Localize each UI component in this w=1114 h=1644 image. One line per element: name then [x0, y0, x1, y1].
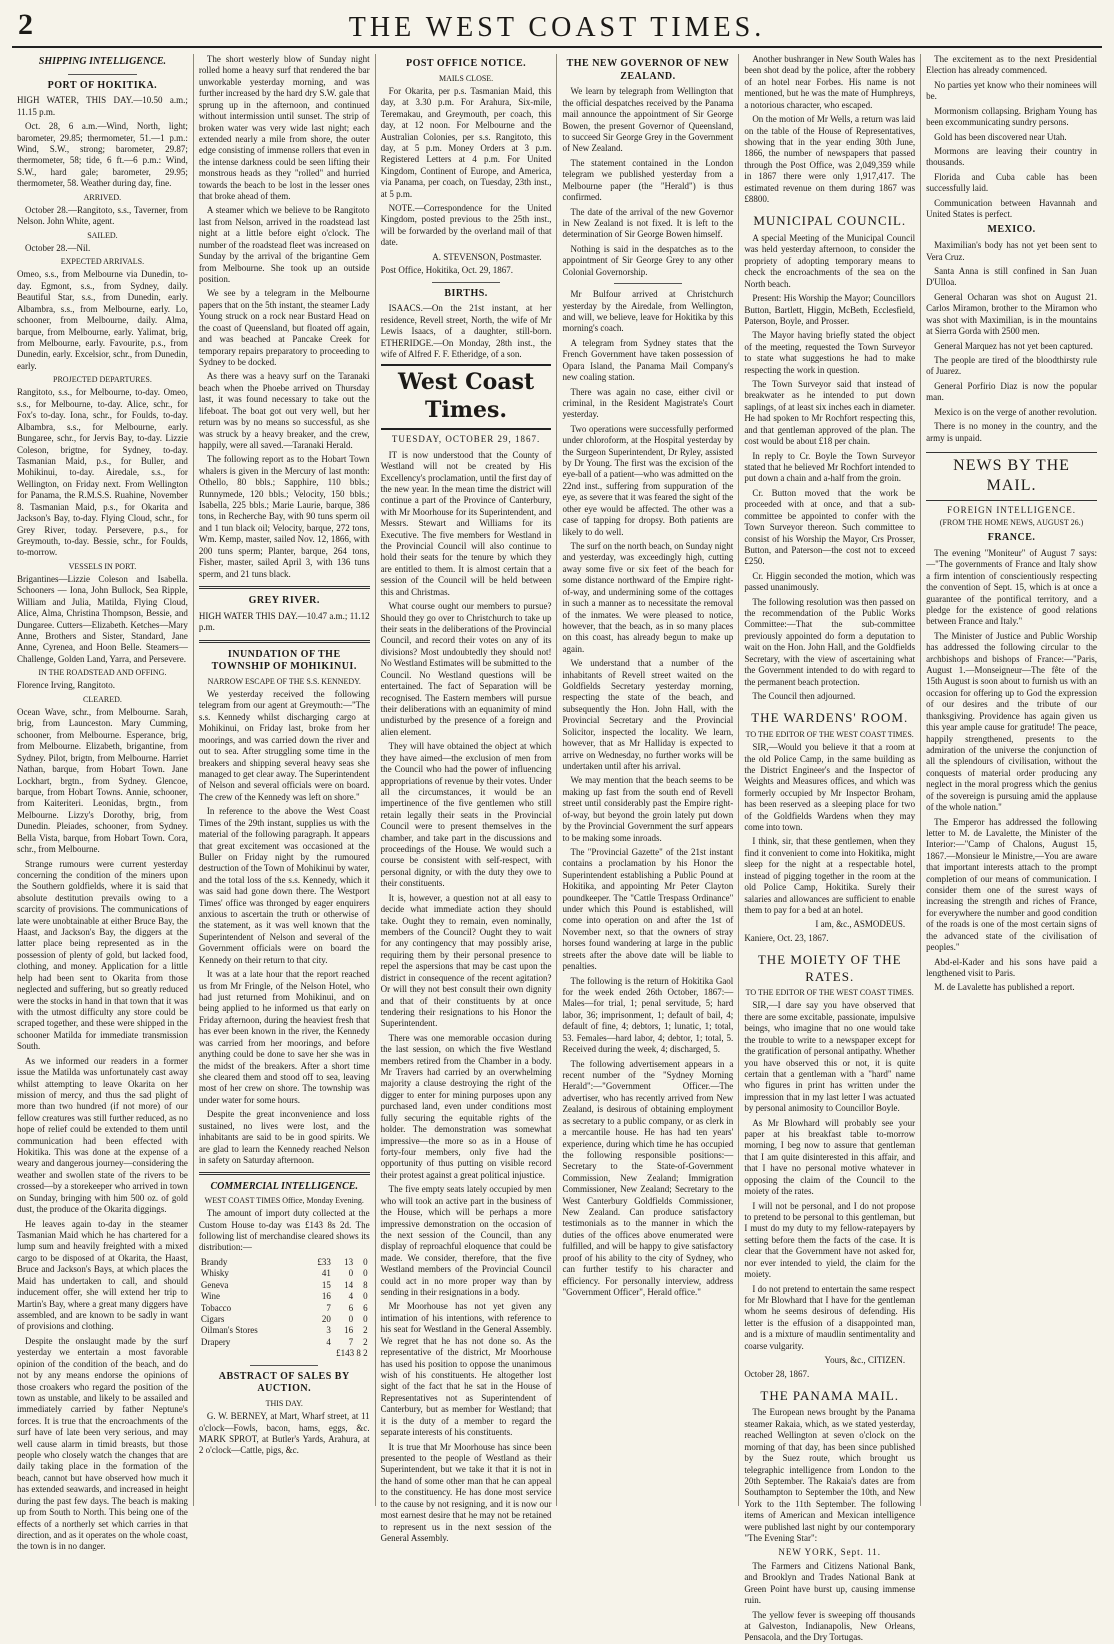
article-paragraph: Mormons are leaving their country in thousands.	[926, 145, 1097, 168]
duty-item-amount: 16	[321, 1291, 331, 1302]
editorial-banner: West Coast Times.	[381, 364, 552, 430]
editorial-date: TUESDAY, OCTOBER 29, 1867.	[391, 434, 541, 445]
duty-row	[199, 1291, 370, 1302]
duty-item-name: Wine	[200, 1291, 220, 1302]
article-paragraph: In reference to the above the West Coast Times of the 29th instant, supplies us with the material of the following paragraph. It appears that great excitement was occasioned at the Buller on Friday night by the rumoured destruction of the Town of Mohikinui by water, and the total loss of the s.s. Kennedy, which it was said had gone down there. The Westport Times' office was thronged by eager enquirers anxious to ascertain the truth or otherwise of the statement, as it was well known that the Superintendent of Nelson and several of the Government officials were on board the Kennedy on their return to that city.	[198, 806, 370, 965]
article-paragraph: Mormonism collapsing. Brigham Young has been excommunicating sundry persons.	[926, 105, 1097, 128]
auction-heading: ABSTRACT OF SALES BY AUCTION.	[218, 1370, 350, 1395]
article-paragraph: We understand that a number of the inhabitants of Revell street waited on the Goldfields Secretary yesterday morning, respecting the state of the beach, and subsequently the Hon. John Hall, with the Provincial Secretary and the Provincial Solicitor, inspected the locality. We learn, however, that as Mr Halliday is expected to arrive on Wednesday, no further works will be undertaken until after his arrival.	[562, 658, 734, 771]
duty-item-amount: 0	[363, 1291, 368, 1302]
article-paragraph: As we informed our readers in a former issue the Matilda was unfortunately cast away whilst attempting to leave Okarita on her mission of mercy, and thus the sad plight of more than two hundred (if not more) of our fellow creatures was still further reduced, as no hope of relief could be extended to them until communication had been effected with Hokitika. This was done at the expense of a weary and dangerous journey—considering the weather and swollen state of the rivers to be crossed—by a storekeeper who arrived in town on Sunday, bringing with him 500 oz. of gold dust, the produce of the Okarita diggings.	[17, 1055, 188, 1215]
mexico-heading: MEXICO.	[987, 224, 1036, 236]
duty-table	[199, 1257, 370, 1360]
duty-item-name: Drapery	[200, 1336, 231, 1347]
duty-item-name: Geneva	[200, 1279, 229, 1290]
divider	[432, 282, 500, 283]
duty-item-amount: 41	[321, 1268, 331, 1279]
article-paragraph: Despite the great inconvenience and loss sustained, no lives were lost, and the inhabitants are said to be in good spirits. We are glad to learn the Kennedy reached Nelson in safety on Saturday afternoon.	[198, 1109, 370, 1165]
article-paragraph: Communication between Havannah and United States is perfect.	[926, 197, 1097, 220]
column-2	[194, 54, 376, 1506]
wardens-date: Kaniere, Oct. 23, 1867.	[744, 932, 829, 943]
commercial-office: WEST COAST TIMES Office, Monday Evening.	[204, 1196, 364, 1206]
foreign-source: (FROM THE HOME NEWS, AUGUST 26.)	[939, 517, 1084, 527]
article-paragraph: The following advertisement appears in a recent number of the "Sydney Morning Herald":—"Government Officer.—The advertiser, who has recently arrived from New Zealand, is desirous of obtaining employment as secretary to a public company, or as clerk in a mercantile house. He has had ten years' experience, during which time he has occupied the following responsible positions:—Secretary to the State-of-Government Commission, New Zealand; Immigration Commissioner, New Zealand; Secretary to the West Canterbury Goldfields Commissioner, New Zealand. Can produce satisfactory testimonials as to the manner in which the duties of the offices above enumerated were fulfilled, and will be happy to give satisfactory proof of his ability to the city of Sydney, who can further testify to his character and efficiency. For personally interview, address "Government Officer", Herald office."	[562, 1058, 734, 1297]
divider	[250, 1365, 318, 1366]
governor-heading: THE NEW GOVERNOR OF NEW ZEALAND.	[566, 58, 730, 82]
post-office-place: Post Office, Hokitika, Oct. 29, 1867.	[380, 265, 513, 276]
article-paragraph: The Town Surveyor said that instead of breakwater as he intended to put down saplings, of at least six inches each in diameter. He had spoken to Mr Rochfort respecting this, and that gentleman approved of the plan. The cost would be about £18 per chain.	[744, 379, 916, 447]
roadstead-heading: IN THE ROADSTEAD AND OFFING.	[38, 668, 167, 678]
duty-item-amount: 2	[363, 1325, 368, 1336]
newspaper-title: THE WEST COAST TIMES.	[348, 12, 766, 43]
inundation-subhead: NARROW ESCAPE OF THE S.S. KENNEDY.	[207, 676, 361, 686]
duty-item-amount: 8	[363, 1279, 368, 1290]
duty-item-name: Brandy	[200, 1256, 228, 1267]
moiety-heading: THE MOIETY OF THE RATES.	[757, 952, 902, 984]
in-port-heading: VESSELS IN PORT.	[68, 561, 137, 571]
masthead	[12, 8, 1102, 48]
expected-heading: EXPECTED ARRIVALS.	[60, 257, 145, 267]
duty-item-amount: £33	[317, 1256, 331, 1267]
duty-item-amount: 15	[321, 1279, 331, 1290]
duty-row	[199, 1337, 370, 1348]
article-paragraph: Abd-el-Kader and his sons have paid a lengthened visit to Paris.	[926, 956, 1097, 978]
moiety-sign: Yours, &c., CITIZEN.	[824, 1355, 906, 1366]
post-office-body: For Okarita, per p.s. Tasmanian Maid, this day, at 3.30 p.m. For Arahura, Six-mile, Teremakau, and Greymouth, per coach, this day, at 12 noon. For Melbourne and the Australian Colonies, per s.s. Rangitoto, this day, at 5 p.m. Money Orders at 3 p.m. Registered Letters at 4 p.m. For United Kingdom, Continent of Europe, and America, via Panama, per coach, on Tuesday, 23th inst., at 5 p.m.	[380, 85, 552, 199]
article-paragraph: Gold has been discovered near Utah.	[934, 131, 1067, 142]
commercial-heading: COMMERCIAL INTELLIGENCE.	[210, 1181, 358, 1193]
duty-item-name: Oilman's Stores	[200, 1325, 258, 1336]
weather-report: Oct. 28, 6 a.m.—Wind, North, light; barometer, 29.85; thermometer, 51.—1 p.m.: Wind, S.W., strong; barometer, 29.87; thermometer, 58; tide, 6 ft.—6 p.m.: Wind, S.W., hard gale; barometer, 29.95; thermometer, 58. Weather during day, fine.	[17, 121, 188, 189]
article-paragraph: No parties yet know who their nominees will be.	[926, 79, 1097, 102]
commercial-intro: The amount of import duty collected at the Custom House to-day was £143 8s 2d. The following list of merchandise cleared shows its distribution:—	[198, 1208, 370, 1253]
duty-item-name: Cigars	[200, 1313, 225, 1324]
sailed-text: October 28.—Nil.	[25, 242, 91, 253]
arrived-heading: ARRIVED.	[83, 192, 122, 202]
duty-item-amount: 7	[348, 1336, 354, 1347]
duty-item-amount: 0	[348, 1313, 354, 1324]
divider	[199, 1172, 370, 1175]
article-paragraph: A steamer which we believe to be Rangitoto last from Nelson, arrived in the roadstead last night at a little before eight o'clock. The number of the roadstead fleet was increased on Sunday by the arrival of the brigantine Gem from Melbourne. She took up an outside position.	[198, 205, 370, 285]
column-1	[12, 54, 194, 1552]
article-paragraph: Mr Bulfour arrived at Christchurch yesterday by the Airedale, from Wellington, and will, we believe, leave for Hokitika by this morning's coach.	[562, 289, 734, 334]
article-paragraph: A special Meeting of the Municipal Council was held yesterday afternoon, to consider the propriety of adopting temporary means to check the encroachments of the sea on the North beach.	[744, 232, 916, 289]
grey-river-heading: GREY RIVER.	[248, 594, 320, 606]
editorial-paragraph: What course ought our members to pursue? Should they go over to Christchurch to take up their seats in the deliberations of the Provincial Council, and record their votes on any of its divisions? Most undoubtedly they should not! No Westland Estimates will be submitted to the Council. No Westland questions will be entertained. The fact of Separation will be recognised. The Eastern members will pursue their deliberations with an equanimity of mind undisturbed by the presence of a foreign and alien element.	[380, 601, 552, 737]
roadstead-text: Florence Irving, Rangitoto.	[17, 680, 115, 691]
duty-row	[199, 1303, 370, 1314]
divider	[199, 640, 370, 643]
article-paragraph: We learn by telegraph from Wellington that the official despatches received by the Panama mail announce the appointment of Sir George Bowen, the present Governor of Queensland, to succeed Sir George Grey in the Government of New Zealand.	[562, 86, 734, 154]
post-office-sign: A. STEVENSON, Postmaster.	[432, 251, 542, 262]
article-paragraph: General Marquez has not yet been captured.	[934, 340, 1093, 351]
article-paragraph: Santa Anna is still confined in San Juan D'Ulloa.	[926, 266, 1097, 288]
duty-item-amount: 3	[326, 1325, 331, 1336]
column-4	[557, 54, 739, 1506]
column-5	[739, 54, 921, 1643]
post-office-note: NOTE.—Correspondence for the United Kingdom, posted previous to the 25th inst., will be forwarded by the overland mail of that date.	[380, 203, 552, 248]
duty-total: £143 8 2	[336, 1348, 368, 1359]
article-paragraph: The statement contained in the London telegram we published yesterday from a Melbourne paper (the "Herald") is thus confirmed.	[562, 157, 734, 203]
article-paragraph: M. de Lavalette has published a report.	[934, 982, 1075, 993]
duty-item-amount: 0	[363, 1268, 368, 1279]
article-paragraph: There was again no case, either civil or criminal, in the Resident Magistrate's Court yesterday.	[562, 386, 734, 420]
duty-row	[199, 1325, 370, 1336]
sailed-heading: SAILED.	[87, 230, 118, 240]
article-paragraph: The date of the arrival of the new Governor in New Zealand is not fixed. It is left to the determination of Sir George Bowen himself.	[562, 206, 734, 240]
duty-item-amount: 13	[344, 1256, 354, 1267]
column-3	[376, 54, 558, 1543]
wardens-to: TO THE EDITOR OF THE WEST COAST TIMES.	[745, 729, 914, 739]
article-paragraph: Present: His Worship the Mayor; Councillors Button, Bartlett, Higgin, McBeth, Ecclesfield, Paterson, Boyle, and Prosser.	[744, 293, 916, 326]
article-paragraph: The European news brought by the Panama steamer Rakaia, which, as we stated yesterday, reached Wellington at seven o'clock on the morning of that day, has been since published by the Suez route, which brought us telegraphic intelligence from London to the 20th September. The Rakaia's dates are from Southampton to September the 10th, and New York to the 11th September. The following items of American and Mexican intelligence were published last night by our contemporary "The Evening Star":	[744, 1407, 916, 1544]
duty-item-amount: 0	[363, 1256, 368, 1267]
article-paragraph: Cr. Higgin seconded the motion, which was passed unanimously.	[744, 570, 916, 593]
projected-text: Rangitoto, s.s., for Melbourne, to-day. Omeo, s.s., for Melbourne, to-day. Alice, schr., for Fox's to-day. Iona, schr., for Foulds, to-day. Albambra, s.s., for Melbourne, early. Bungaree, schr., for Jervis Bay, to-day. Lizzie Coleson, brigtne, for Sydney, to-day. Tasmanian Maid, p.s., for Buller, and Mohikinui, to-day. Airedale, s.s., for Wellington, on Friday next. From Wellington for Panama, the R.M.S.S. Ruahine, November 8. Tasmanian Maid, p.s., for Okarita and Jackson's Bay, to-day. Flying Cloud, schr., for Grey River, today. Persevere, p.s., for Greymouth, to-day. Bessie, schr., for Foulds, to-morrow.	[17, 387, 188, 558]
duty-row	[199, 1280, 370, 1291]
article-paragraph: Another bushranger in New South Wales has been shot dead by the police, after the robbery of an hotel near Forbes. His name is not mentioned, but he was the mate of Humphreys, a notorious character, who escaped.	[744, 54, 916, 110]
article-paragraph: We see by a telegram in the Melbourne papers that on the 5th instant, the steamer Lady Young struck on a rock near Bustard Head on the coast of Queensland, but floated off again, and was beached at Pancake Creek for temporary repairs preparatory to proceeding to Sydney to be docked.	[198, 288, 370, 367]
high-water: HIGH WATER, THIS DAY.—10.50 a.m.; 11.15 p.m.	[17, 95, 188, 117]
duty-row	[199, 1257, 370, 1268]
duty-item-amount: 14	[344, 1279, 354, 1290]
article-paragraph: A telegram from Sydney states that the French Government have taken possession of Opara Island, the Panama Mail Company's new coaling station.	[562, 337, 734, 383]
editorial-paragraph: It is, however, a question not at all easy to decide what immediate action they should take. Ought they to remain, even nominally, members of the Council? Ought they to wait for any contingency that may possibly arise, requiring them by their personal presence to repel the aspersions that may be cast upon the district in consequence of the recent agitation? Or will they not best consult their own dignity and that of their constituents by at once tendering their resignations to his Honor the Superintendent.	[380, 892, 552, 1029]
moiety-date: October 28, 1867.	[744, 1368, 810, 1379]
births-text: ISAACS.—On the 21st instant, at her residence, Revell street, North, the wife of Mr Lewis Isaacs, of a daughter, still-born. ETHERIDGE.—On Monday, 28th inst., the wife of Alfred F. F. Etheridge, of a son.	[380, 303, 552, 359]
article-paragraph: We yesterday received the following telegram from our agent at Greymouth:—"The s.s. Kennedy whilst discharging cargo at Mohikinui, on Friday last, broke from her moorings, and was carried down the river and out to sea. After struggling some time in the breakers and shipping several heavy seas she managed to get clear away. The Superintendent of Nelson and several officials were on board. The crew of the Kennedy was left on shore."	[198, 689, 370, 802]
article-paragraph: The surf on the north beach, on Sunday night and yesterday, was exceedingly high, cutting away some five or six feet of the beach for some distance northward of the Empire right-of-way, and undermining some of the cottages in such a manner as to necessitate the removal of the inmates. We were pleased to notice, however, that the beach, as in so many places on this coast, has already begun to make up again.	[562, 540, 734, 654]
article-paragraph: We may mention that the beach seems to be making up fast from the south end of Revell street until considerably past the Empire right-of-way, but beyond the groin lately put down by the Provincial Government the surf appears to be making some inroads.	[562, 775, 734, 843]
letter-paragraph: I think, sir, that these gentlemen, when they find it convenient to come into Hokitika, might sleep for the night at a respectable hotel, instead of pigging together in the room at the old Police Camp, Hokitika. Surely their salaries and allowances are sufficient to enable them to pay for a bed at an hotel.	[744, 836, 916, 915]
letter-paragraph: I do not pretend to entertain the same respect for Mr Blowhard that I have for the gentleman whom he seems desirous of defending. His letter is the effusion of a disappointed man, and is a mixture of maudlin sentimentality and coarse vulgarity.	[744, 1283, 916, 1351]
duty-row	[199, 1268, 370, 1279]
duty-item-amount: 7	[326, 1302, 331, 1313]
dateline: NEW YORK, Sept. 11.	[778, 1547, 882, 1558]
article-paragraph: The following report as to the Hobart Town whalers is given in the Mercury of last month: Othello, 80 bbls.; Sapphire, 110 bbls.; Runnymede, 120 bbls.; Velocity, 150 bbls.; Isabella, 225 bbls.; Marie Laurie, barque, 386 tons, in Recherche Bay, with 90 tuns sperm oil and 1 tun black oil; Velocity, barque, 272 tons, Wm. Kemp, master, sailed Nov. 12, 1866, with 200 tuns sperm; Planter, barque, 264 tons, Fisher, master, sailed April 3, with 136 tuns sperm, and 21 tuns black.	[198, 454, 370, 579]
article-paragraph: The Mayor having briefly stated the object of the meeting, requested the Town Surveyor to state what suggestions he had to make respecting the work in question.	[744, 330, 916, 375]
projected-heading: PROJECTED DEPARTURES.	[53, 375, 152, 385]
article-paragraph: The yellow fever is sweeping off thousands at Galveston, Indianapolis, New Orleans, Pensacola, and the Dry Tortugas.	[744, 1609, 916, 1643]
page-number: 2	[18, 8, 33, 41]
article-paragraph: The following resolution was then passed on the recommendation of the Public Works Committee:—That the sub-committee previously appointed do form a deputation to wait on the Hon. John Hall, and the Goldfields Secretary, with the view of ascertaining what the Government intended to do with regard to the permanent beach protection.	[744, 596, 916, 687]
arrived-text: October 28.—Rangitoto, s.s., Taverner, from Nelson. John White, agent.	[17, 204, 188, 227]
expected-text: Omeo, s.s., from Melbourne via Dunedin, to-day. Egmont, s.s., from Sydney, daily. Beautiful Star, s.s., from Dunedin, early. Albambra, s.s., from Melbourne, early. Lo, schooner, from Melbourne, daily. Alma, barque, from Melbourne, early. Yalimat, brig, from Melbourne, early. Favourite, p.s., from Dunedin, early. Excelsior, schr., from Dunedin, early.	[17, 269, 188, 371]
editorial-paragraph: The five empty seats lately occupied by men who will took an active part in the business of the House, which will be perhaps a more impressive demonstration on the occasion of the next session of the Council, than any display of reproachful eloquence that could be made. We consider, therefore, that the five Westland members of the Provincial Council could act in no more proper way than by sending in their resignations in a body.	[380, 1184, 552, 1298]
letter-paragraph: SIR,—I dare say you have observed that there are some excitable, passionate, impulsive beings, who imagine that no one would take the trouble to write to a newspaper except for the gratification of personal antipathy. Whether you have observed this or not, it is quite certain that a gentleman with a "hard" name who figures in print has written under the impression that in my last letter I was actuated by personal animosity to Councillor Boyle.	[744, 1000, 916, 1114]
article-paragraph: There is no money in the country, and the army is unpaid.	[926, 421, 1097, 443]
auction-text: G. W. BERNEY, at Mart, Wharf street, at 11 o'clock—Fowls, bacon, hams, eggs, &c. MARK SPROT, at Butler's Yards, Arahura, at 2 o'clock—Cattle, pigs, &c.	[198, 1411, 370, 1456]
cleared-heading: CLEARED.	[82, 694, 122, 704]
france-heading: FRANCE.	[987, 532, 1036, 544]
inundation-heading: INUNDATION OF THE TOWNSHIP OF MOHIKINUI.	[211, 648, 357, 673]
duty-item-amount: 0	[348, 1268, 354, 1279]
duty-item-amount: 2	[363, 1336, 368, 1347]
article-paragraph: It was at a late hour that the report reached us from Mr Fringle, of the Nelson Hotel, who had just returned from Mohikinui, and on being applied to he informed us that early on Friday afternoon, during the heaviest fresh that has ever been known in the river, the Kennedy was carried from her moorings, and before anything could be done to save her she was in the midst of the breakers. After a short time she cleared them and stood off to sea, leaving most of her crew on shore. The township was under water for some hours.	[198, 969, 370, 1105]
article-paragraph: The evening "Moniteur" of August 7 says:—"The governments of France and Italy show a firm intention of conscientiously respecting the convention of Sept. 15, which is at once a guarantee of the pontifical territory, and a pledge for the existence of good relations between France and Italy."	[926, 547, 1097, 627]
shipping-heading: SHIPPING INTELLIGENCE.	[38, 56, 167, 67]
in-port-text: Brigantines—Lizzie Coleson and Isabella. Schooners — Iona, John Bullock, Sea Ripple, William and Julia, Matilda, Flying Cloud, Alice, Alma, Christina Thompson, Bessie, and Dungaree. Cutters—Elizabeth. Ketches—Mary Anne, Brothers and Sister, Standard, Jane Anne, Cyrenea, and Hoon Belle. Steamers—Challenge, Golden Land, Yarra, and Persevere.	[17, 573, 188, 664]
article-paragraph: Cr. Button moved that the work be proceeded with at once, and that a sub-committee be appointed to confer with the Town Surveyor thereon. Such committee to consist of his Worship the Mayor, Crs Prosser, Button, and Paterson—the cost not to exceed £250.	[744, 487, 916, 567]
article-paragraph: The Emperor has addressed the following letter to M. de Lavalette, the Minister of the Interior:—"Camp of Chalons, August 15, 1867.—Monsieur le Ministre,—You are aware that important interests attach to the prompt completion of our means of communication. I consider them one of the surest ways of increasing the strength and riches of France, for everywhere the number and good condition of the roads is one of the most certain signs of the advanced state of the civilisation of peoples."	[926, 816, 1097, 953]
article-paragraph: The short westerly blow of Sunday night rolled home a heavy surf that rendered the bar unworkable yesterday morning, and was further increased by the hard dry S.W. gale that sprung up in the afternoon, and continued without intermission until sunset. The strip of broken water was very wide last night; each extended nearly a mile from shore, the outer edge consisting of immense rollers that even in the intense darkness could be seen lifting their monstrous heads as they "rolled" and hurried towards the beach to be lost in the lesser ones that broke ahead of them.	[198, 54, 370, 202]
article-paragraph: Strange rumours were current yesterday concerning the condition of the miners upon the Southern goldfields, where it is said that absolute destitution prevails owing to a scarcity of provisions. The communications of late were unobtainable at either Bruce Bay, the Haast, and Jackson's Bay, the diggers at the latter place being represented as in the possession of plenty of gold, but lacked food, clothing, and money. Application for a little help had been sent to Okarita from those neglected and suffering, but so greatly reduced were the stocks in hand in that town that it was with the utmost difficulty any store could be scraped together, and these were shipped in the schooner Matilda for immediate transmission South.	[17, 858, 188, 1052]
duty-item-amount: 6	[363, 1302, 368, 1313]
letter-paragraph: SIR,—Would you believe it that a room at the old Police Camp, in the same building as the District Engineer's and the Inspector of Weights and Measures offices, and which was formerly occupied by Mr Inspector Broham, has been reserved as a sleeping place for two of the Goldfields Wardens when they may come into town.	[744, 742, 916, 833]
divider	[614, 283, 682, 284]
panama-heading: THE PANAMA MAIL.	[760, 1387, 900, 1403]
article-paragraph: General Porfirio Diaz is now the popular man.	[926, 380, 1097, 403]
auction-sub: THIS DAY.	[265, 1399, 303, 1409]
column-6	[921, 54, 1102, 1506]
foreign-heading: FOREIGN INTELLIGENCE.	[947, 504, 1077, 515]
article-paragraph: On the motion of Mr Wells, a return was laid on the table of the House of Representatives, showing that in the year ending 30th June, 1866, the number of newspapers that passed through the Post Office, was 2,049,359 while in 1867 there were only 1,917,417. The estimated revenue on them during 1867 was £8800.	[744, 114, 916, 205]
article-paragraph: The people are tired of the bloodthirsty rule of Juarez.	[926, 354, 1097, 377]
article-paragraph: Mexico is on the verge of another revolution.	[934, 406, 1097, 417]
article-paragraph: The Council then adjourned.	[752, 691, 856, 702]
article-paragraph: Nothing is said in the despatches as to the appointment of Sir George Grey to any other Colonial Governorship.	[562, 243, 734, 277]
editorial-paragraph: They will have obtained the object at which they have aimed—the exclusion of men from the Council who had the power of influencing appropriations of revenue by their votes. Under all the circumstances, it would be an impertinence of the five gentlemen who still retain legally their seats in the Provincial Council were to present themselves in the chamber, and take part in the discussions and proceedings of the House. We would such a course be consistent with self-respect, with personal dignity, or with the duty they owe to their constituents.	[380, 741, 552, 889]
births-heading: BIRTHS.	[444, 287, 488, 299]
editorial-paragraph: Mr Moorhouse has not yet given any intimation of his intentions, with reference to his seat for Westland in the General Assembly. We regret that he has not done so. As the representative of the district, Mr Moorhouse has used his position to oppose the unanimous wish of his constituents. He altogether lost sight of the fact that he sat in the House of Representatives not as Superintendent of Canterbury, but as member for Westland; that it is the duty of a member to regard the separate interests of his constituents.	[380, 1301, 552, 1438]
article-paragraph: The Minister of Justice and Public Worship has addressed the following circular to the archbishops and bishops of France:—"Paris, August 1.—Monseigneur—The fête of the 15th August is soon about to furnish us with an occasion for offering up to God the expression of our desires and the tribute of our thanksgiving. Providence has again given us this year ample cause for gratitude! The peace, happily strengthened, presents to the admiration of the universe the conjunction of all the splendours of civilisation, without the conquests of material order producing any neglect in the moral progress which the genius of the sovereign is pursuing amid the applause of the whole nation."	[926, 630, 1097, 813]
duty-item-name: Whisky	[200, 1268, 229, 1279]
duty-item-amount: 6	[348, 1302, 354, 1313]
duty-item-name: Tobacco	[200, 1302, 232, 1313]
article-paragraph: The excitement as to the next Presidential Election has already commenced.	[926, 54, 1097, 76]
divider	[68, 74, 136, 75]
article-paragraph: Florida and Cuba cable has been successfully laid.	[926, 171, 1097, 194]
article-paragraph: In reply to Cr. Boyle the Town Surveyor stated that he believed Mr Rochfort intended to put down a chain and a-half from the groin.	[744, 450, 916, 484]
news-by-mail-heading: NEWS BY THE MAIL.	[926, 452, 1097, 501]
article-paragraph: Despite the onslaught made by the surf yesterday we entertain a most favorable opinion of the condition of the beach, and do not by any means endorse the opinions of those croakers who regard the position of the town as unstable, and likely to be assailed and immediately carried by father Neptune's forces. It is true that the encroachments of the surf have of late been very serious, and may well cause alarm in timid breasts, but those people who closely watch the changes that are daily taking place in the formation of the beach, cannot but have observed how much it has extended seawards, and increased in height during the past few days. The beach is making up from South to North. This being one of the effects of a northerly set which carries in that direction, and as it operates on the whole coast, the town is in no danger.	[17, 1335, 188, 1552]
grey-high-water: HIGH WATER THIS DAY.—10.47 a.m.; 11.12 p.m.	[198, 610, 370, 633]
article-paragraph: Two operations were successfully performed under chloroform, at the Hospital yesterday by the Surgeon Superintendent, Dr Ryley, assisted by Dr Young. The first was the excision of the eye-ball of a patient—who was admitted on the 22nd inst., suffering from suppuration of the eye, as severe that it was feared the sight of the other eye would be affected. The other was a case of tapping for dropsy. Both patients are likely to do well.	[562, 423, 734, 537]
duty-item-amount: 4	[326, 1336, 331, 1347]
letter-paragraph: As Mr Blowhard will probably see your paper at his breakfast table to-morrow morning, I beg now to assure that gentleman that I am quite disinterested in this affair, and that I have no personal motive whatever in opposing the claim of the Council to the moiety of the rates.	[744, 1117, 916, 1197]
wardens-heading: THE WARDENS' ROOM.	[751, 710, 909, 726]
article-paragraph: The following is the return of Hokitika Gaol for the week ended 26th October, 1867:—Males—for trial, 1; penal servitude, 5; hard labor, 36; imprisonment, 1; default of bail, 4; default of fine, 4; debtors, 1; lunatic, 1; total, 53. Females—hard labor, 4; debtor, 1; total, 5. Received during the week, 4; discharged, 5.	[562, 975, 734, 1055]
port-heading: PORT OF HOKITIKA.	[47, 79, 158, 91]
council-heading: MUNICIPAL COUNCIL.	[753, 213, 907, 229]
article-paragraph: As there was a heavy surf on the Taranaki beach when the Phoebe arrived on Thursday last, it was found necessary to take out the lifeboat. The boat got out very well, but her return was by no means so successful, as she was struck by a heavy breaker, and the crew, happily, were all saved.—Taranaki Herald.	[198, 371, 370, 450]
article-paragraph: The Farmers and Citizens National Bank, and Brooklyn and Trades National Bank at Green Point have burst up, causing immense ruin.	[744, 1560, 916, 1606]
duty-item-amount: 16	[344, 1325, 354, 1336]
article-paragraph: The "Provincial Gazette" of the 21st instant contains a proclamation by his Honor the Superintendent establishing a Public Pound at Hokitika, and appointing Mr Peter Clayton poundkeeper. The "Cattle Trespass Ordinance" under which this Pound is established, will come into operation on and after the 1st of November next, so that the owners of stray horses found wandering at large in the public streets after the above date will be liable to penalties.	[562, 846, 734, 972]
divider	[199, 586, 370, 589]
duty-item-amount: 0	[363, 1313, 368, 1324]
letter-paragraph: I will not be personal, and I do not propose to pretend to be personal to this gentleman, but I must do my duty to my fellow-ratepayers by setting before them the facts of the case. It is clear that the Government have not asked for, nor ever intended to yield, the claim for the moiety.	[744, 1200, 916, 1280]
article-paragraph: General Ocharan was shot on August 21. Carlos Miramon, brother to the Miramon who was shot with Maximilian, is in the mountains at Sierra Gorda with 2500 men.	[926, 291, 1097, 337]
editorial-paragraph: IT is now understood that the County of Westland will not be created by His Excellency's proclamation, until the first day of the new year. In the mean time the district will continue a part of the Province of Canterbury, with Mr Moorhouse for its Superintendent, and Messrs. Stewart and Williams for its Executive. The five members for Westland in the Provincial Council will also continue to hold their seats for the tenure by which they are entitled to them. It is almost certain that a session of the Council will be held between this and Christmas.	[380, 449, 552, 597]
article-paragraph: He leaves again to-day in the steamer Tasmanian Maid which he has chartered for a lump sum and heavily freighted with a mixed cargo to be disposed of at Okarita, the Haast, Bruce and Jackson's Bays, at which places the Maid has undertaken to call, and should inducement offer, she will extend her trip to Martin's Bay, where a great many diggers have assembled, and are known to be sadly in want of provisions and clothing.	[17, 1218, 188, 1332]
post-office-heading: POST OFFICE NOTICE.	[405, 58, 527, 69]
editorial-paragraph: There was one memorable occasion during the last session, on which the five Westland members retired from the Chamber in a body. Mr Travers had carried by an overwhelming majority a clause destroying the right of the digger to enter for mining purposes upon any purchased land, even under conditions most fully securing the equitable rights of the holder. The demonstration was somewhat impressive—the more so as in a House of forty-four members, only five had the opportunity of thus putting on visible record their protest against a great political injustice.	[380, 1032, 552, 1180]
moiety-to: TO THE EDITOR OF THE WEST COAST TIMES.	[745, 988, 914, 998]
columns	[12, 54, 1102, 1643]
duty-item-amount: 20	[321, 1313, 331, 1324]
wardens-sign: I am, &c., ASMODEUS.	[815, 919, 906, 930]
duty-item-amount: 4	[348, 1291, 354, 1302]
editorial-paragraph: It is true that Mr Moorhouse has since been presented to the people of Westland as their Superintendent, but we take it that it is not in the hand of some other man that he can appeal to the constituency. He has done most service to the cause by not resigning, and it is now our most earnest desire that he may not be retained to represent us in the next session of the General Assembly.	[380, 1441, 552, 1543]
cleared-text: Ocean Wave, schr., from Melbourne. Sarah, brig, from Launceston. Mary Cumming, schooner, from Melbourne. Esperance, brig, from Melbourne. Elizabeth, brigantine, from Sydney. Pilot, brigtn, from Melbourne. Harriet Nathan, barque, from Hobart Town. Jane Lockhart, brgtn., from Sydney. Glencoe, barque, from Hobart Towns. Annie, schooner, from Kaiteriteri. Leonidas, brgtn., from Melbourne. Lizzy's Dorothy, brig, from Dunedin. Pleiades, schooner, from Sydney. Bella Vista, barque, from Hobart Town. Cora, schr., from Melbourne.	[17, 707, 188, 855]
post-office-sub: MAILS CLOSE.	[438, 73, 494, 83]
duty-row	[199, 1314, 370, 1325]
article-paragraph: Maximilian's body has not yet been sent to Vera Cruz.	[926, 240, 1097, 262]
